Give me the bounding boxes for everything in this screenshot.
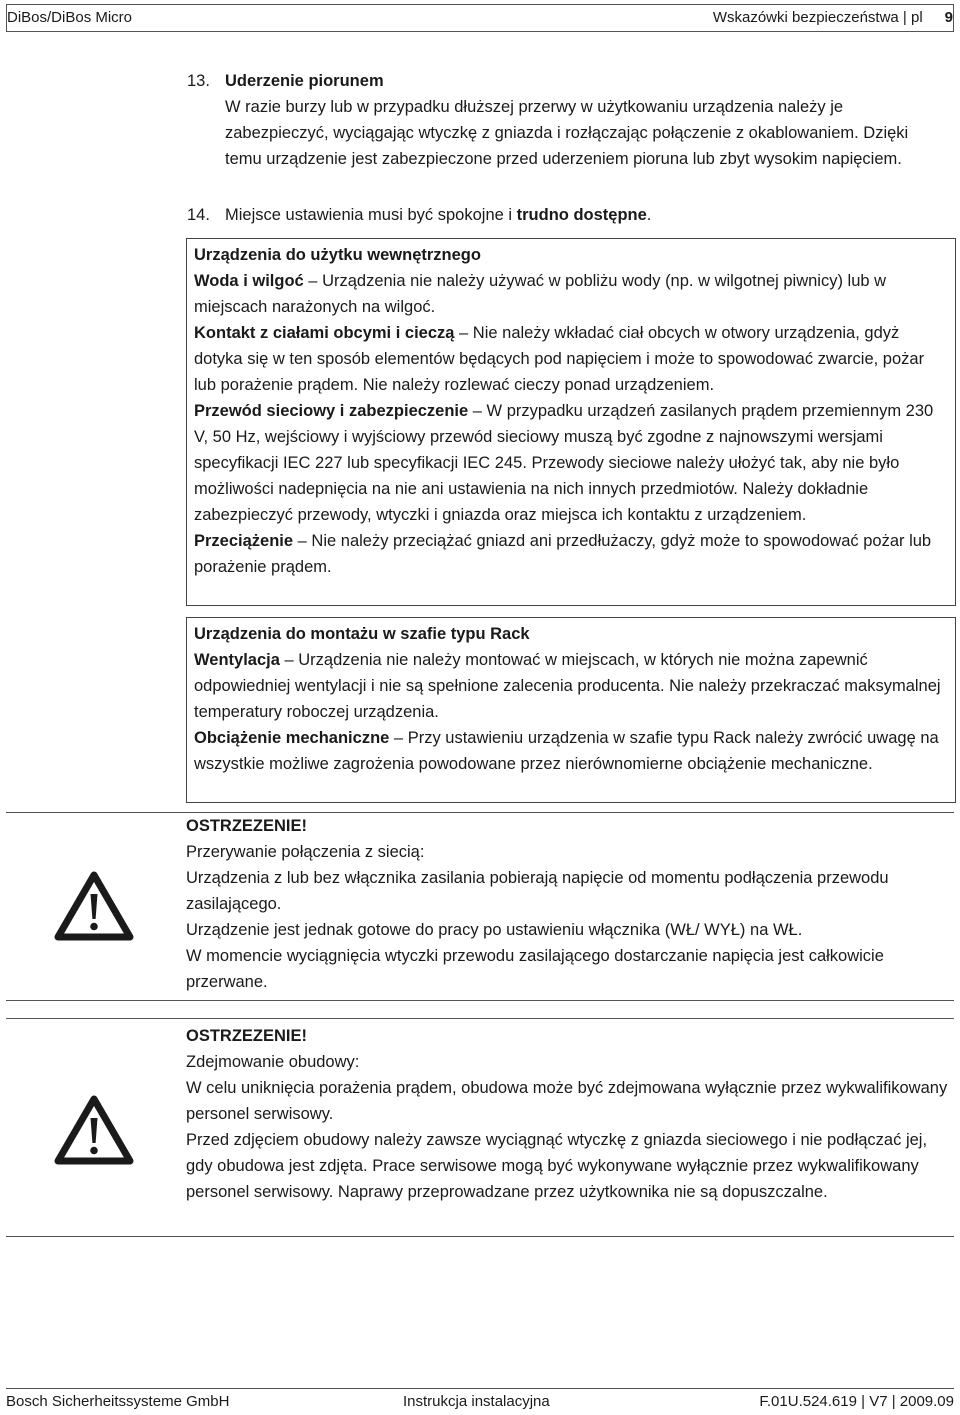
entry-dash: – [279,651,299,669]
warning-divider-bottom [6,1236,954,1237]
list-item-text: Miejsce ustawienia musi być spokojne i [225,206,517,224]
warning-line: Urządzenia z lub bez włącznika zasilania pobierają napięcie od momentu podłączenia przewodu zasilającego. [186,869,889,913]
box-entry [194,647,947,725]
entry-text: Przy ustawieniu urządzenia w szafie typu Rack należy zwrócić uwagę na wszystkie możliwe zagrożenia powodowane przez nierównomierne obciążenie mechaniczne. [194,729,939,773]
entry-dash: – [303,272,323,290]
entry-term: Kontakt z ciałami obcymi i cieczą [194,324,455,342]
warning-divider-bottom [6,1000,954,1001]
warning-title: OSTRZEZENIE! [186,1027,308,1045]
warning-disconnect [186,813,956,995]
list-item-emphasis: trudno dostępne [516,206,647,224]
entry-text: Nie należy przeciążać gniazd ani przedłużaczy, gdyż może to spowodować pożar lub porażenie prądem. [194,532,932,576]
box-entry [194,528,947,580]
warning-line: W celu uniknięcia porażenia prądem, obudowa może być zdejmowana wyłącznie przez wykwalifikowany personel serwisowy. [186,1079,948,1123]
list-item-content [225,202,947,228]
entry-term: Przeciążenie [194,532,294,550]
page-number: 9 [944,9,953,26]
warning-line: Urządzenie jest jednak gotowe do pracy po ustawieniu włącznika (WŁ/ WYŁ) na WŁ. [186,921,803,939]
box-entry [194,725,947,777]
footer-company: Bosch Sicherheitssysteme GmbH [6,1393,230,1410]
warning-divider-top [6,1018,954,1019]
entry-dash: – [468,402,487,420]
warning-line: Zdejmowanie obudowy: [186,1053,360,1071]
footer-reference: F.01U.524.619 | V7 | 2009.09 [759,1393,954,1410]
list-item-14 [187,202,947,228]
box-entry [194,398,947,528]
list-item-title: Uderzenie piorunem [225,72,384,90]
warning-line: Przed zdjęciem obudowy należy zawsze wyciągnąć wtyczkę z gniazda sieciowego i nie podłączać jej, gdy obudowa jest zdjęta. Prace serwisowe mogą być wykonywane wyłącznie przez wykwalifikowany personel serwisowy. Naprawy przeprowadzane przez użytkownika nie są dopuszczalne. [186,1131,928,1201]
header-product: DiBos/DiBos Micro [7,9,133,26]
entry-text: Urządzenia nie należy używać w pobliżu wody (np. w wilgotnej piwnicy) lub w miejscach narażonych na wilgoć. [194,272,887,316]
list-item-number: 14. [187,206,210,224]
indoor-devices-box [186,238,956,606]
entry-text: W przypadku urządzeń zasilanych prądem przemiennym 230 V, 50 Hz, wejściowy i wyjściowy przewód sieciowy muszą być zgodne z najnowszymi wersjami specyfikacji IEC 227 lub specyfikacji IEC 245. Przewody sieciowe należy ułożyć tak, aby nie było możliwości nadepnięcia na nie ani ustawienia na nich innych przedmiotów. Należy dokładnie zabezpieczyć przewody, wtyczki i gniazda oraz miejsca ich kontaktu z urządzeniem. [194,402,934,524]
warning-triangle-icon [53,1093,135,1165]
entry-term: Wentylacja [194,651,280,669]
warning-housing [186,1023,956,1205]
warning-triangle-icon [53,869,135,941]
list-item-number: 13. [187,72,210,90]
entry-dash: – [454,324,473,342]
header-section-title: Wskazówki bezpieczeństwa | pl [712,9,923,26]
box-title: Urządzenia do montażu w szafie typu Rack [194,625,530,643]
box-entry [194,320,947,398]
entry-term: Obciążenie mechaniczne [194,729,390,747]
header-section [713,5,953,30]
entry-term: Woda i wilgoć [194,272,304,290]
entry-dash: – [293,532,312,550]
list-item-content [225,68,947,172]
warning-line: Przerywanie połączenia z siecią: [186,843,425,861]
entry-text: Nie należy wkładać ciał obcych w otwory urządzenia, gdyż dotyka się w ten sposób elementów będących pod napięciem i może to spowodować zwarcie, pożar lub porażenie prądem. Nie należy rozlewać cieczy ponad urządzeniem. [194,324,925,394]
entry-dash: – [389,729,408,747]
list-item-13 [187,68,947,168]
page-footer [6,1388,954,1412]
rack-devices-box [186,617,956,803]
warning-title: OSTRZEZENIE! [186,817,308,835]
list-item-text: W razie burzy lub w przypadku dłuższej przerwy w użytkowaniu urządzenia należy je zabezpieczyć, wyciągając wtyczkę z gniazda i rozłączając połączenie z okablowaniem. Dzięki temu urządzenie jest zabezpieczone przed uderzeniem pioruna lub zbyt wysokim napięciem. [225,98,909,168]
warning-line: W momencie wyciągnięcia wtyczki przewodu zasilającego dostarczanie napięcia jest całkowicie przerwane. [186,947,884,991]
entry-term: Przewód sieciowy i zabezpieczenie [194,402,469,420]
footer-document: Instrukcja instalacyjna [403,1393,550,1410]
list-item-end: . [646,206,652,224]
box-entry [194,268,947,320]
box-title: Urządzenia do użytku wewnętrznego [194,246,481,264]
page-header [6,4,954,32]
entry-text: Urządzenia nie należy montować w miejscach, w których nie można zapewnić odpowiedniej wentylacji i nie są spełnione zalecenia producenta. Nie należy przekraczać maksymalnej temperatury roboczej urządzenia. [194,651,941,721]
